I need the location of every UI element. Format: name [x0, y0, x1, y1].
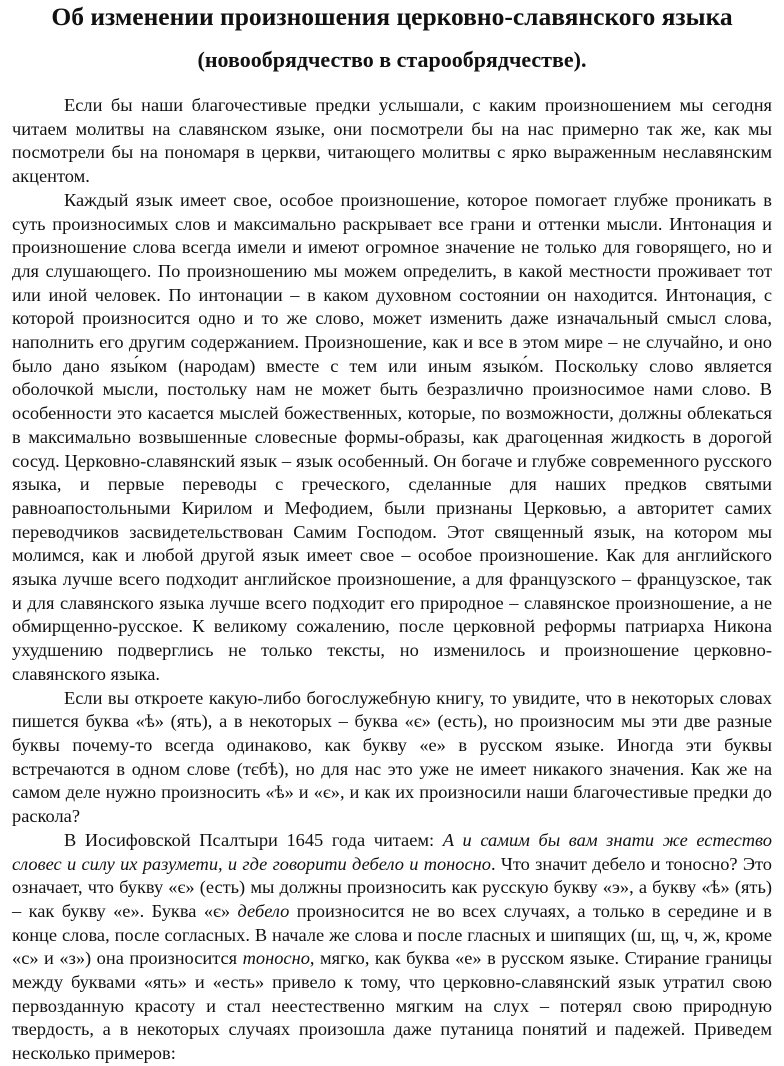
term-debelo: дебело	[237, 900, 290, 921]
page-title: Об изменении произношения церковно-славянского языка	[51, 2, 733, 31]
paragraph-4-text-1: В Иосифовской Псалтыри 1645 года читаем:	[64, 829, 443, 850]
paragraph-4-text-2: . Что значит дебело и тоносно? Это означает, что букву «є» (есть) мы должны произносить как русскую букву «э», а букву «ѣ» (ять) – как букву «е». Буква «є»	[12, 853, 772, 921]
paragraph-2: Каждый язык имеет свое, особое произношение, которое помогает глубже проникать в суть произносимых слов и максимально раскрывает все грани и оттенки мысли. Интонация и произношение слова всегда имели и имеют огромное значение не только для говорящего, но и для слушающего. По произношению мы можем определить, в какой местности проживает тот или иной человек. По интонации – в каком духовном состоянии он находится. Интонация, с которой произносится одно и то же слово, может изменить даже изначальный смысл слова, наполнить его другим содержанием. Произношение, как и все в этом мире – не случайно, и оно было дано язы́ком (народам) вместе с тем или иным языко́м. Поскольку слово является оболочкой мысли, постольку нам не может быть безразлично произносимое нами слово. В особенности это касается мыслей божественных, которые, по возможности, должны облекаться в максимально возвышенные словесные формы-образы, как драгоценная жидкость в дорогой сосуд. Церковно-славянский язык – язык особенный. Он богаче и глубже современного русского языка, и первые переводы с греческого, сделанные для наших предков святыми равноапостольными Кирилом и Мефодием, были признаны Церковью, а авторитет самих переводчиков засвидетельствован Самим Господом. Этот священный язык, на котором мы молимся, как и любой другой язык имеет свое – особое произношение. Как для английского языка лучше всего подходит английское произношение, а для французского – французское, так и для славянского языка лучше всего подходит его природное – славянское произношение, а не обмирщенно-русское. К великому сожалению, после церковной реформы патриарха Никона ухудшению подверглись не только тексты, но изменилось и произношение церковно-славянского языка.	[12, 189, 772, 684]
paragraph-4-text-3: произносится не во всех случаях, а только в середине и в конце слова, после согласных. В начале же слова и после гласных и шипящих (ш, щ, ч, ж, кроме «с» и «з») она произносится	[12, 900, 772, 969]
psalter-quote: А и самим бы вам знати же естество словес и силу их разумети, и где говорити дебело и тоносно	[12, 829, 772, 874]
paragraph-3: Если вы откроете какую-либо богослужебную книгу, то увидите, что в некоторых словах пишется буква «ѣ» (ять), а в некоторых – буква «є» (есть), но произносим мы эти две разные буквы почему-то всегда одинаково, как букву «е» в русском языке. Иногда эти буквы встречаются в одном слове (тєбѣ), но для нас это уже не имеет никакого значения. Как же на самом деле нужно произносить «ѣ» и «є», и как их произносили наши благочестивые предки до раскола?	[12, 687, 772, 827]
paragraph-1: Если бы наши благочестивые предки услышали, с каким произношением мы сегодня читаем молитвы на славянском языке, они посмотрели бы на нас примерно так же, как мы посмотрели бы на пономаря в церкви, читающего молитвы с ярко выраженным неславянским акцентом.	[12, 95, 772, 187]
term-tonosno: тоносно	[242, 948, 310, 969]
page-subtitle: (новообрядчество в старообрядчестве).	[197, 47, 587, 72]
paragraph-4-text-4: , мягко, как буква «е» в русском языке. Стирание границы между буквами «ять» и «есть» привело к тому, что церковно-славянский язык утратил свою первозданную красоту и стал неестественно мягким на слух – потерял свою природную твердость, а в некоторых случаях произошла даже путаница понятий и падежей. Приведем несколько примеров:	[12, 948, 772, 1064]
paragraph-4	[12, 829, 772, 1066]
article-body	[12, 94, 772, 1066]
